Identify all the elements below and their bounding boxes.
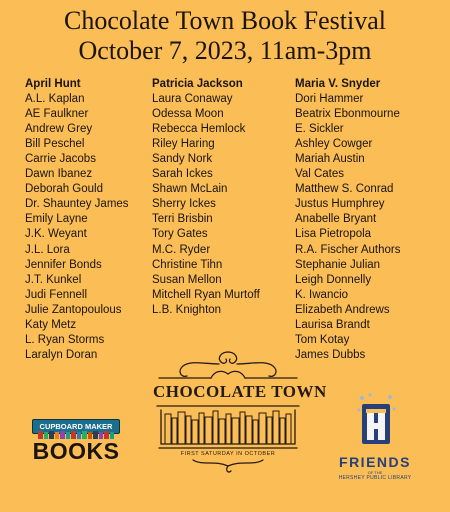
author-name: Dawn Ibanez — [25, 168, 93, 181]
author-name: Stephanie Julian — [295, 258, 381, 271]
author-name: Odessa Moon — [152, 108, 224, 121]
author-name: Elizabeth Andrews — [295, 303, 390, 316]
author-name: Laralyn Doran — [25, 348, 98, 361]
author-name: L.B. Knighton — [152, 303, 222, 316]
books-wordmark: BOOKS — [32, 438, 120, 464]
author-name: Katy Metz — [25, 318, 77, 331]
friends-library-logo — [325, 392, 425, 488]
page-title-line-2: October 7, 2023, 11am-3pm — [78, 36, 372, 65]
author-name: Christine Tihn — [152, 258, 223, 271]
author-name: Mariah Austin — [295, 153, 365, 166]
friends-of-the-label: OF THE — [367, 470, 383, 475]
author-name: Dori Hammer — [295, 93, 364, 106]
chocolate-town-wordmark: CHOCOLATE TOWN — [153, 382, 327, 401]
author-name: J.T. Kunkel — [25, 273, 82, 286]
author-name: A.L. Kaplan — [25, 93, 85, 106]
author-name: R.A. Fischer Authors — [295, 243, 401, 256]
cupboard-maker-books-logo — [26, 413, 126, 468]
chocolate-town-logo — [153, 348, 327, 476]
author-name: Bill Peschel — [25, 138, 85, 151]
author-column-1 — [25, 77, 129, 363]
author-name: Andrew Grey — [25, 123, 93, 136]
author-name: Deborah Gould — [25, 183, 103, 196]
author-name: Mitchell Ryan Murtoff — [152, 288, 260, 301]
author-name: K. Iwancio — [295, 288, 349, 301]
author-name: Carrie Jacobs — [25, 153, 96, 166]
chocolate-town-tagline: FIRST SATURDAY IN OCTOBER — [180, 451, 276, 457]
author-name: Sandy Nork — [152, 153, 213, 166]
author-name: Susan Mellon — [152, 273, 222, 286]
author-name: Shawn McLain — [152, 183, 228, 196]
author-name: Judi Fennell — [25, 288, 88, 301]
author-name: Tory Gates — [152, 228, 208, 241]
author-name: Dr. Shauntey James — [25, 198, 129, 211]
author-name: M.C. Ryder — [152, 243, 211, 256]
author-name: Tom Kotay — [295, 333, 350, 346]
author-name: Anabelle Bryant — [295, 213, 377, 226]
author-name: Val Cates — [295, 168, 345, 181]
page-title-line-1: Chocolate Town Book Festival — [64, 6, 386, 35]
library-badge-icon — [356, 392, 396, 450]
author-name: Sherry Ickes — [152, 198, 216, 211]
author-name: Lisa Pietropola — [295, 228, 372, 241]
author-name: Julie Zantopoulous — [25, 303, 122, 316]
author-column-2 — [152, 77, 260, 318]
author-column-head: April Hunt — [25, 78, 81, 90]
author-name: E. Sickler — [295, 123, 344, 136]
author-name: Jennifer Bonds — [25, 258, 102, 271]
author-name: Terri Brisbin — [152, 213, 213, 226]
author-name: Riley Haring — [152, 138, 215, 151]
library-name: HERSHEY PUBLIC LIBRARY — [338, 475, 412, 481]
author-name: Justus Humphrey — [295, 198, 385, 211]
author-name: J.L. Lora — [25, 243, 70, 256]
author-column-head: Maria V. Snyder — [295, 78, 381, 90]
author-name: Sarah Ickes — [152, 168, 213, 181]
author-column-head: Patricia Jackson — [152, 78, 243, 90]
cupboard-maker-label: CUPBOARD MAKER — [32, 419, 120, 434]
author-name: L. Ryan Storms — [25, 333, 105, 346]
author-column-3 — [295, 77, 400, 363]
author-name: AE Faulkner — [25, 108, 89, 121]
author-name: J.K. Weyant — [25, 228, 87, 241]
author-name: Leigh Donnelly — [295, 273, 372, 286]
author-name: James Dubbs — [295, 348, 366, 361]
author-name: Emily Layne — [25, 213, 88, 226]
author-name: Rebecca Hemlock — [152, 123, 246, 136]
author-name: Matthew S. Conrad — [295, 183, 394, 196]
friends-wordmark: FRIENDS — [339, 454, 411, 470]
author-name: Laura Conaway — [152, 93, 233, 106]
author-name: Ashley Cowger — [295, 138, 373, 151]
author-name: Laurisa Brandt — [295, 318, 370, 331]
author-name: Beatrix Ebonmourne — [295, 108, 400, 121]
